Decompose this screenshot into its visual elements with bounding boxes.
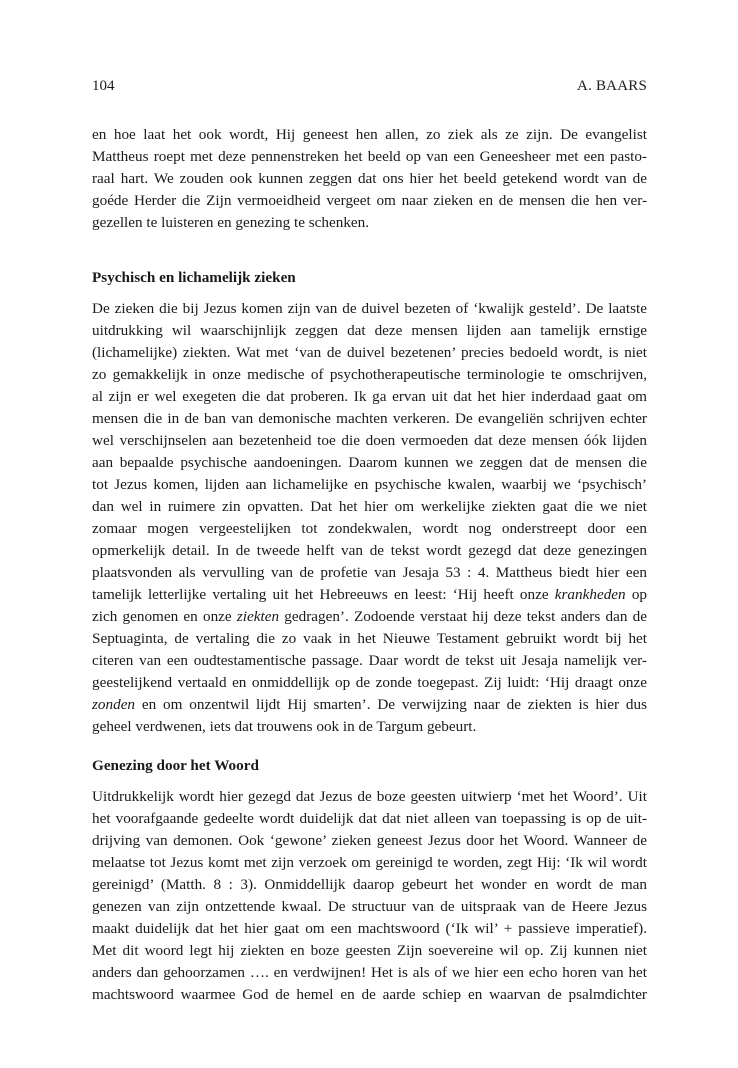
text-segment: en om onzentwil lijdt Hij smarten’. De verwijzing naar de ziekten is hier dus	[135, 696, 647, 713]
text-line: en hoe laat het ook wordt, Hij geneest hen allen, zo ziek als ze zijn. De evangelist	[92, 126, 647, 143]
text-line: De zieken die bij Jezus komen zijn van de duivel bezeten of ‘kwalijk gesteld’. De laatste	[92, 300, 647, 317]
text-line: opmerkelijk detail. In de tweede helft van de tekst wordt gezegd dat deze genezingen	[92, 542, 647, 559]
text-line: raal hart. We zouden ook kunnen zeggen dat ons hier het beeld getekend wordt van de	[92, 170, 647, 187]
text-line: gereinigd’ (Matth. 8 : 3). Onmiddellijk daarop gebeurt het wonder en wordt de man	[92, 876, 647, 893]
text-line: het voorafgaande gedeelte wordt duidelijk dat dat niet alleen van toepassing is op de uit-	[92, 810, 647, 827]
text-line: aan bepaalde psychische aandoeningen. Daarom kunnen we zeggen dat de mensen die	[92, 454, 647, 471]
text-line: wel verschijnselen aan bezetenheid toe die doen vermoeden dat deze mensen óók lijden	[92, 432, 647, 449]
text-line: plaatsvonden als vervulling van de profetie van Jesaja 53 : 4. Mattheus biedt hier een	[92, 564, 647, 581]
italic-term: zonden	[92, 696, 136, 713]
text-line: machtswoord waarmee God de hemel en de aarde schiep en waarvan de psalmdichter	[92, 986, 647, 1003]
text-line: dan wel in ruimere zin opvatten. Dat het hier om werkelijke ziekten gaat die we niet	[92, 498, 647, 515]
text-line: maakt duidelijk dat het hier gaat om een machtswoord (‘Ik wil’ + passieve imperatief).	[92, 920, 647, 937]
text-line: uitdrukking wil waarschijnlijk zeggen dat deze mensen lijden aan tamelijk ernstige	[92, 322, 647, 339]
intro-paragraph	[92, 124, 647, 234]
text-line: melaatse tot Jezus komt met zijn verzoek om gereinigd te worden, zegt Hij: ‘Ik wil wordt	[92, 854, 647, 871]
text-line: tot Jezus komen, lijden aan lichamelijke en psychische kwalen, waarbij we ‘psychisch’	[92, 476, 647, 493]
running-author: A. BAARS	[577, 78, 647, 94]
text-line	[92, 606, 647, 628]
text-line: (lichamelijke) ziekten. Wat met ‘van de duivel bezetenen’ precies bedoeld wordt, is niet	[92, 344, 647, 361]
text-line: Uitdrukkelijk wordt hier gezegd dat Jezus de boze geesten uitwierp ‘met het Woord’. Uit	[92, 788, 647, 805]
italic-term: krankheden	[554, 586, 626, 603]
text-line: Septuaginta, de vertaling die zo vaak in het Nieuwe Testament gebruikt wordt bij het	[92, 630, 647, 647]
running-header	[92, 78, 647, 98]
text-line: zo gemakkelijk in onze medische of psychotherapeutische terminologie te omschrijven,	[92, 366, 647, 383]
text-line: anders dan gehoorzamen …. en verdwijnen! Het is als of we hier een echo horen van het	[92, 964, 647, 981]
section-heading-psychisch: Psychisch en lichamelijk zieken	[92, 269, 296, 286]
text-line: mensen die in de ban van demonische machten verkeren. De evangeliën schrijven echter	[92, 410, 647, 427]
text-line: geestelijkend vertaald en onmiddellijk op de zonde toegepast. Zij luidt: ‘Hij draagt onze	[92, 674, 647, 691]
text-segment: tamelijk letterlijke vertaling uit het Hebreeuws en leest: ‘Hij heeft onze	[92, 586, 555, 603]
text-line: genezen van zijn ontzettende kwaal. De structuur van de uitspraak van de Heere Jezus	[92, 898, 647, 915]
text-line	[92, 584, 647, 606]
text-line: goéde Herder die Zijn vermoeidheid vergeet om naar zieken en de mensen die hen ver-	[92, 192, 647, 209]
text-line: geheel verdwenen, iets dat trouwens ook in de Targum gebeurt.	[92, 718, 477, 735]
text-line: al zijn er wel exegeten die dat proberen. Ik ga ervan uit dat het hier inderdaad gaat om	[92, 388, 647, 405]
section1-paragraph	[92, 298, 647, 738]
page-number: 104	[92, 78, 115, 94]
italic-term: ziekten	[236, 608, 280, 625]
text-segment: zich genomen en onze	[92, 608, 237, 625]
document-page	[92, 0, 647, 1068]
text-segment: op	[625, 586, 647, 603]
text-segment: gedragen’. Zodoende verstaat hij deze tekst anders dan de	[279, 608, 647, 625]
text-line: Mattheus roept met deze pennenstreken het beeld op van een Geneesheer met een pasto-	[92, 148, 647, 165]
text-line: drijving van demonen. Ook ‘gewone’ zieken geneest Jezus door het Woord. Wanneer de	[92, 832, 647, 849]
text-line: citeren van een oudtestamentische passage. Daar wordt de tekst uit Jesaja namelijk ver-	[92, 652, 647, 669]
section2-paragraph	[92, 786, 647, 1006]
section-heading-genezing: Genezing door het Woord	[92, 757, 259, 774]
text-line: zomaar mogen vergeestelijken tot zondekwalen, wordt nog onderstreept door een	[92, 520, 647, 537]
text-line	[92, 694, 647, 716]
text-line: gezellen te luisteren en genezing te schenken.	[92, 214, 370, 231]
text-line: Met dit woord legt hij ziekten en boze geesten Zijn soevereine wil op. Zij kunnen niet	[92, 942, 647, 959]
